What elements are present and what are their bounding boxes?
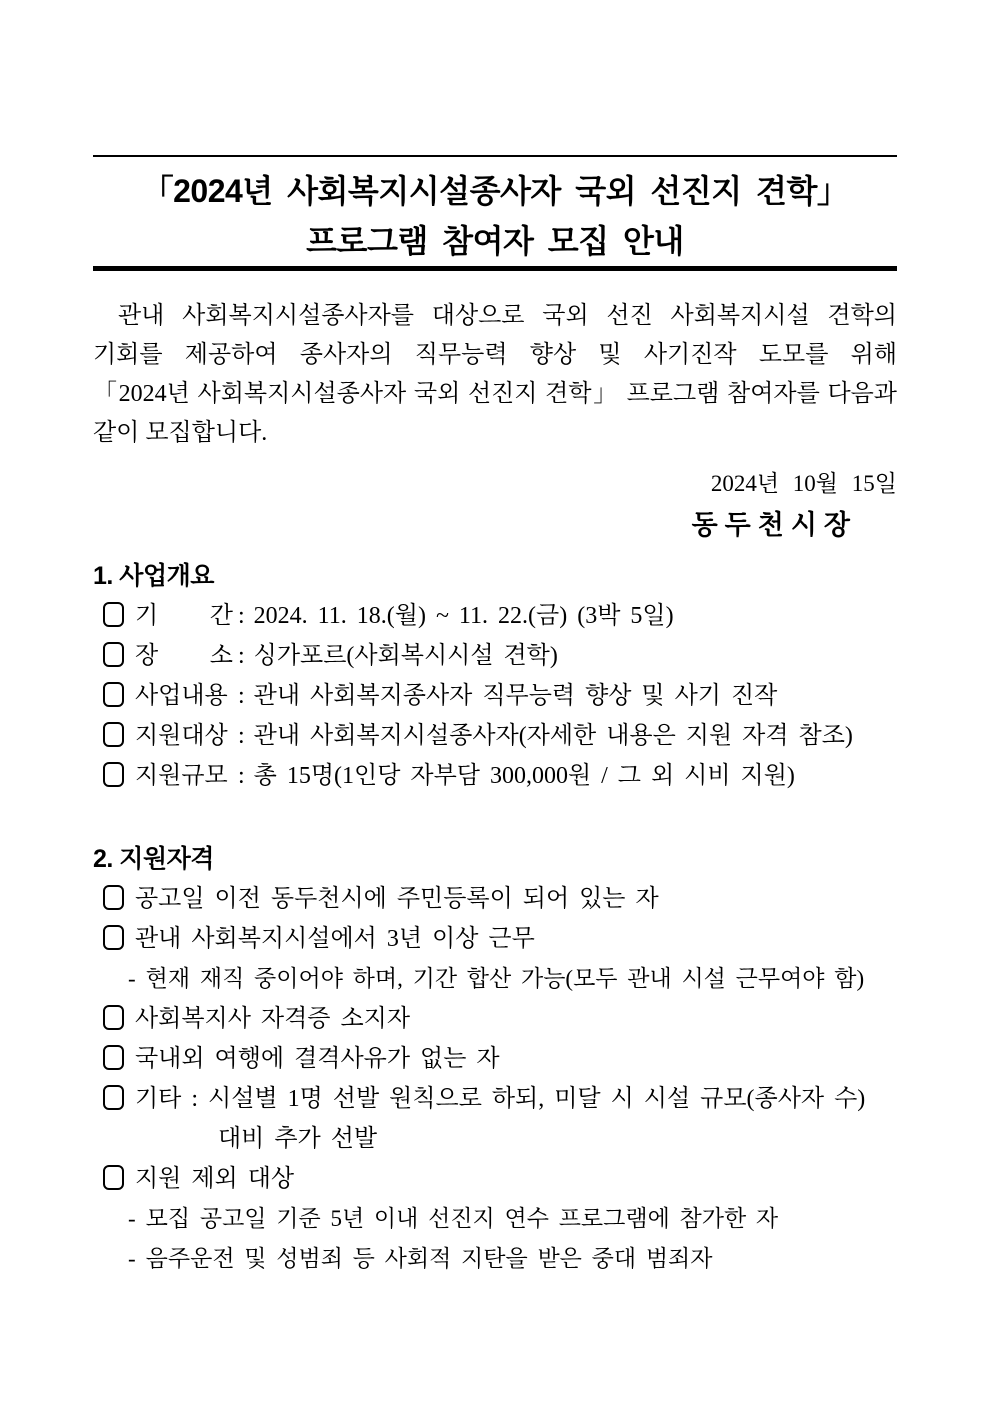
checkbox-icon <box>103 762 124 787</box>
overview-item-label: 장 소 <box>135 643 233 669</box>
intro-paragraph <box>93 297 897 453</box>
dash-bullet: - <box>128 966 136 991</box>
overview-item-value: 관내 사회복지종사자 직무능력 향상 및 사기 진작 <box>253 683 778 709</box>
colon-separator: : <box>238 643 245 669</box>
eligibility-item-text: 관내 사회복지시설에서 3년 이상 근무 <box>135 926 535 952</box>
eligibility-item-travel <box>93 1039 897 1079</box>
overview-item-content <box>93 676 897 716</box>
colon-separator: : <box>238 603 245 629</box>
overview-item-scale <box>93 756 897 796</box>
section-eligibility <box>93 840 897 1279</box>
checkbox-icon <box>103 1045 124 1070</box>
section-overview-heading: 1. 사업개요 <box>93 562 214 590</box>
eligibility-item-text: 사회복지사 자격증 소지자 <box>135 1006 411 1032</box>
intro-line: 같이 모집합니다. <box>93 420 268 446</box>
document-date: 2024년 10월 15일 <box>710 471 897 496</box>
checkbox-icon <box>103 1085 124 1110</box>
signature-mayor: 동두천시장 <box>691 510 857 540</box>
checkbox-icon <box>103 722 124 747</box>
eligibility-item-etc-continuation <box>93 1119 897 1159</box>
dash-bullet: - <box>128 1246 136 1271</box>
colon-separator: : <box>238 763 245 789</box>
overview-item-label: 사업내용 <box>135 683 228 709</box>
intro-line: 관내 사회복지시설종사자를 대상으로 국외 선진 사회복지시설 견학의 <box>118 303 897 329</box>
section-overview <box>93 557 897 796</box>
eligibility-item-residency <box>93 879 897 919</box>
document-title-line-2: 프로그램 참여자 모집 안내 <box>306 223 684 259</box>
eligibility-item-tenure <box>93 919 897 959</box>
eligibility-note-text: 모집 공고일 기준 5년 이내 선진지 연수 프로그램에 참가한 자 <box>145 1206 779 1231</box>
document-page <box>93 0 897 1279</box>
exclusion-note-2 <box>93 1239 897 1279</box>
document-title-line-1: 「2024년 사회복지시설종사자 국외 선진지 견학」 <box>141 173 849 209</box>
overview-item-label: 기 간 <box>135 603 233 629</box>
overview-item-label: 지원대상 <box>135 723 228 749</box>
eligibility-item-list <box>93 879 897 1279</box>
checkbox-icon <box>103 925 124 950</box>
eligibility-note-text: 현재 재직 중이어야 하며, 기간 합산 가능(모두 관내 시설 근무여야 함) <box>145 966 865 991</box>
intro-line: 기회를 제공하여 종사자의 직무능력 향상 및 사기진작 도모를 위해 <box>93 342 897 368</box>
checkbox-icon <box>103 602 124 627</box>
eligibility-note-tenure <box>93 959 897 999</box>
overview-item-list <box>93 596 897 796</box>
overview-item-value: 2024. 11. 18.(월) ~ 11. 22.(금) (3박 5일) <box>253 603 674 629</box>
eligibility-item-text: 대비 추가 선발 <box>218 1126 378 1152</box>
eligibility-item-text: 국내외 여행에 결격사유가 없는 자 <box>135 1046 500 1072</box>
eligibility-item-text: 기타 : 시설별 1명 선발 원칙으로 하되, 미달 시 시설 규모(종사자 수) <box>135 1086 866 1112</box>
colon-separator: : <box>238 723 245 749</box>
overview-item-place <box>93 636 897 676</box>
overview-item-target <box>93 716 897 756</box>
checkbox-icon <box>103 642 124 667</box>
colon-separator: : <box>238 683 245 709</box>
eligibility-item-exclusion <box>93 1159 897 1199</box>
intro-line: 「2024년 사회복지시설종사자 국외 선진지 견학」 프로그램 참여자를 다음과 <box>93 381 897 407</box>
eligibility-note-text: 음주운전 및 성범죄 등 사회적 지탄을 받은 중대 범죄자 <box>145 1246 713 1271</box>
section-eligibility-heading: 2. 지원자격 <box>93 845 214 873</box>
eligibility-item-etc <box>93 1079 897 1119</box>
overview-item-value: 총 15명(1인당 자부담 300,000원 / 그 외 시비 지원) <box>253 763 795 789</box>
checkbox-icon <box>103 682 124 707</box>
eligibility-item-license <box>93 999 897 1039</box>
eligibility-item-text: 공고일 이전 동두천시에 주민등록이 되어 있는 자 <box>135 886 659 912</box>
checkbox-icon <box>103 1005 124 1030</box>
overview-item-value: 관내 사회복지시설종사자(자세한 내용은 지원 자격 참조) <box>253 723 853 749</box>
eligibility-item-text: 지원 제외 대상 <box>135 1166 295 1192</box>
document-title <box>93 155 897 271</box>
dash-bullet: - <box>128 1206 136 1231</box>
overview-item-period <box>93 596 897 636</box>
exclusion-note-1 <box>93 1199 897 1239</box>
checkbox-icon <box>103 1165 124 1190</box>
overview-item-value: 싱가포르(사회복시시설 견학) <box>253 643 558 669</box>
overview-item-label: 지원규모 <box>135 763 228 789</box>
checkbox-icon <box>103 885 124 910</box>
